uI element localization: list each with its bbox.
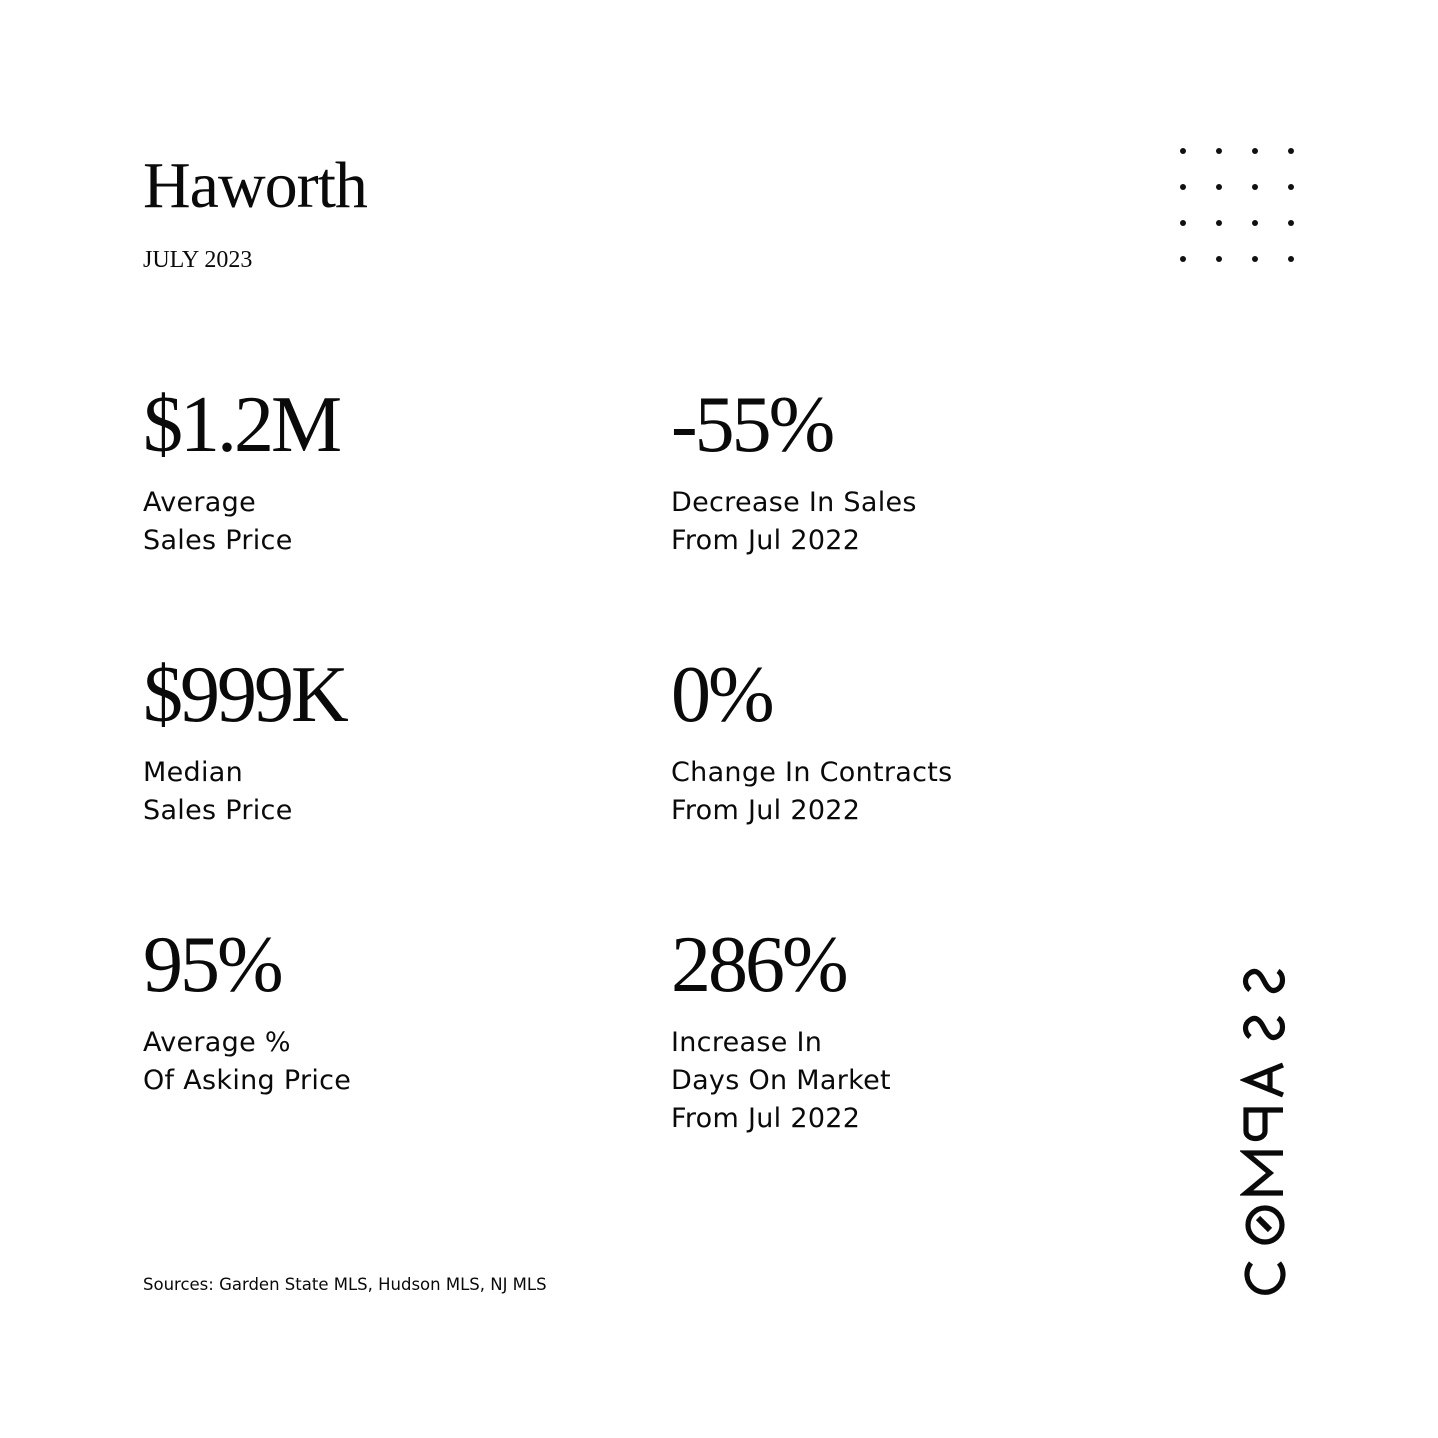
decorative-dot (1252, 220, 1258, 226)
compass-logo (1240, 955, 1290, 1295)
decorative-dot (1252, 148, 1258, 154)
decorative-dot (1288, 220, 1294, 226)
page-title: Haworth (143, 149, 367, 222)
decorative-dot (1252, 256, 1258, 262)
stat-label-line: Decrease In Sales (671, 487, 917, 518)
stat-value: $999K (143, 651, 346, 739)
stat-label-line: Change In Contracts (671, 757, 953, 788)
stat-label (143, 754, 603, 830)
stat-label-line: Of Asking Price (143, 1065, 352, 1096)
stat-label (143, 1024, 603, 1100)
decorative-dot (1180, 148, 1186, 154)
stat-value: $1.2M (143, 381, 340, 469)
stat-label-line: From Jul 2022 (671, 1103, 861, 1134)
stat-label (143, 484, 603, 560)
stat-label-line: From Jul 2022 (671, 795, 861, 826)
stat-days-on-market-change (671, 920, 1131, 1138)
sources-note: Sources: Garden State MLS, Hudson MLS, NJ MLS (143, 1275, 547, 1294)
stat-label-line: From Jul 2022 (671, 525, 861, 556)
dot-grid-decoration (1173, 141, 1303, 271)
stat-label-line: Sales Price (143, 525, 293, 556)
decorative-dot (1216, 256, 1222, 262)
stat-label-line: Average (143, 487, 256, 518)
stat-label-line: Median (143, 757, 244, 788)
stat-label (671, 1024, 1131, 1138)
stat-value: 95% (143, 921, 281, 1009)
stat-contracts-change (671, 650, 1131, 830)
decorative-dot (1216, 184, 1222, 190)
decorative-dot (1288, 256, 1294, 262)
stat-label-line: Sales Price (143, 795, 293, 826)
stat-value: 0% (671, 651, 772, 739)
stat-label-line: Average % (143, 1027, 291, 1058)
decorative-dot (1180, 184, 1186, 190)
stat-label (671, 484, 1131, 560)
decorative-dot (1216, 148, 1222, 154)
stat-value: -55% (671, 381, 833, 469)
stat-median-sales-price (143, 650, 603, 830)
stat-label (671, 754, 1131, 830)
stat-value: 286% (671, 921, 846, 1009)
stat-average-sales-price (143, 380, 603, 560)
stat-label-line: Increase In (671, 1027, 823, 1058)
report-date: JULY 2023 (143, 247, 253, 273)
decorative-dot (1288, 184, 1294, 190)
decorative-dot (1216, 220, 1222, 226)
decorative-dot (1180, 220, 1186, 226)
stat-label-line: Days On Market (671, 1065, 891, 1096)
decorative-dot (1180, 256, 1186, 262)
stat-sales-change (671, 380, 1131, 560)
decorative-dot (1288, 148, 1294, 154)
decorative-dot (1252, 184, 1258, 190)
stat-asking-price-percent (143, 920, 603, 1100)
